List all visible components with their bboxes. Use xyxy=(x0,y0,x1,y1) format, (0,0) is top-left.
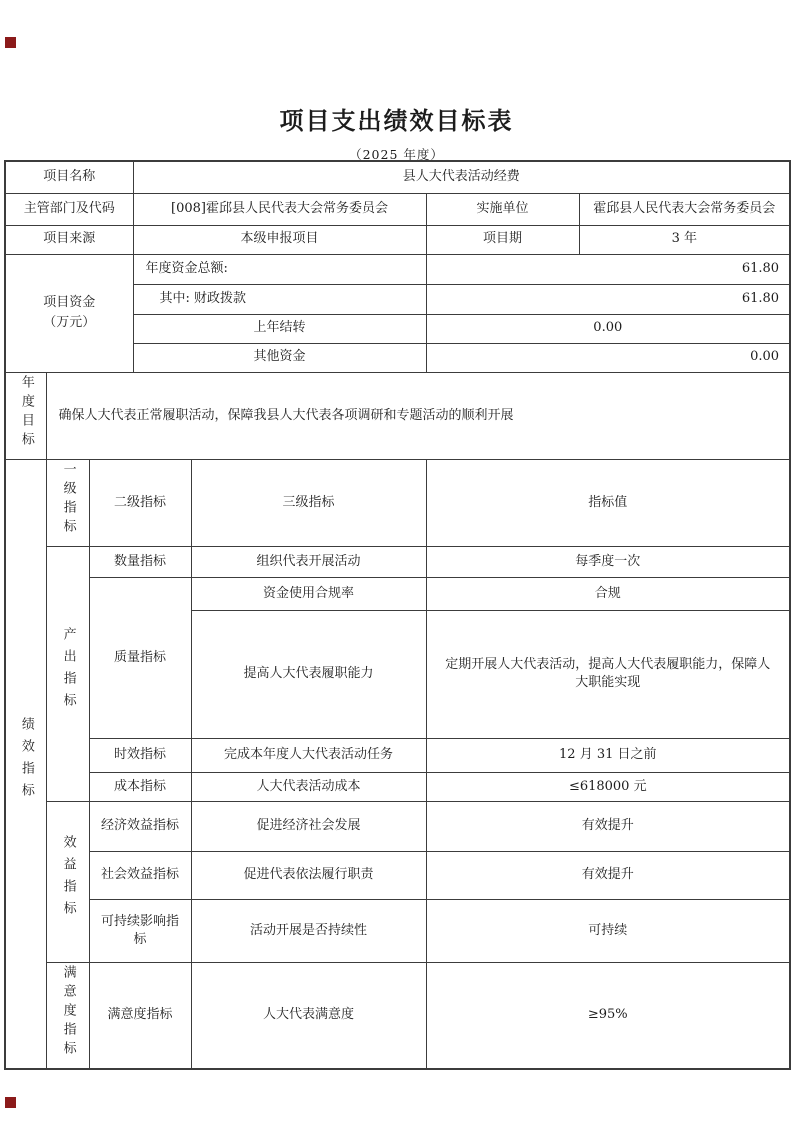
table-row xyxy=(5,851,790,899)
cell-project-name-value: 县人大代表活动经费 xyxy=(133,161,790,193)
table-row xyxy=(5,372,790,459)
cell-economic-l2: 经济效益指标 xyxy=(89,801,191,851)
cell-annual-goal-label xyxy=(5,372,46,459)
cell-dept-label: 主管部门及代码 xyxy=(5,193,133,225)
cell-timeliness-l2: 时效指标 xyxy=(89,738,191,772)
cell-annual-goal-content: 确保人大代表正常履职活动，保障我县人大代表各项调研和专题活动的顺利开展 xyxy=(46,372,790,459)
cell-social-value: 有效提升 xyxy=(426,851,790,899)
cell-group-benefit xyxy=(46,801,89,962)
cell-header-value: 指标值 xyxy=(426,459,790,546)
cell-quantity-value: 每季度一次 xyxy=(426,546,790,577)
cell-period-label: 项目期 xyxy=(426,225,579,254)
cell-social-l3: 促进代表依法履行职责 xyxy=(191,851,426,899)
cell-header-level3: 三级指标 xyxy=(191,459,426,546)
cell-funds-total-label: 年度资金总额: xyxy=(133,254,426,284)
cell-capability-l3: 提高人大代表履职能力 xyxy=(191,610,426,738)
funds-label-line1: 项目资金 xyxy=(43,294,96,310)
cell-satisfaction-value: ≥95% xyxy=(426,962,790,1069)
red-square-marker-top xyxy=(5,37,16,48)
cell-quantity-l3: 组织代表开展活动 xyxy=(191,546,426,577)
table-row xyxy=(5,899,790,962)
cell-funds-other-label: 其他资金 xyxy=(133,343,426,372)
cell-group-output xyxy=(46,546,89,801)
table-row xyxy=(5,161,790,193)
group-output-text: 产出指标 xyxy=(60,626,76,715)
cell-header-level2: 二级指标 xyxy=(89,459,191,546)
table-row xyxy=(5,577,790,610)
cell-timeliness-l3: 完成本年度人大代表活动任务 xyxy=(191,738,426,772)
cell-source-label: 项目来源 xyxy=(5,225,133,254)
group-satisfaction-text: 满意度指标 xyxy=(60,964,76,1060)
group-benefit-text: 效益指标 xyxy=(60,834,76,923)
cell-economic-value: 有效提升 xyxy=(426,801,790,851)
cell-source-value: 本级申报项目 xyxy=(133,225,426,254)
cell-satisfaction-l3: 人大代表满意度 xyxy=(191,962,426,1069)
page-subtitle: （2025 年度） xyxy=(349,147,444,162)
cell-compliance-l3: 资金使用合规率 xyxy=(191,577,426,610)
cell-cost-value: ≤618000 元 xyxy=(426,772,790,801)
cell-social-l2: 社会效益指标 xyxy=(89,851,191,899)
cell-funds-carryover-value: 0.00 xyxy=(426,314,790,343)
red-square-marker-bottom xyxy=(5,1097,16,1108)
cell-cost-l2: 成本指标 xyxy=(89,772,191,801)
cell-project-name-label: 项目名称 xyxy=(5,161,133,193)
cell-timeliness-value: 12 月 31 日之前 xyxy=(426,738,790,772)
table-row xyxy=(5,459,790,546)
cell-satisfaction-l2: 满意度指标 xyxy=(89,962,191,1069)
cell-economic-l3: 促进经济社会发展 xyxy=(191,801,426,851)
cell-header-level1 xyxy=(46,459,89,546)
cell-funds-other-value: 0.00 xyxy=(426,343,790,372)
cell-quality-l2: 质量指标 xyxy=(89,577,191,738)
cell-funds-total-value: 61.80 xyxy=(426,254,790,284)
cell-group-satisfaction xyxy=(46,962,89,1069)
cell-funds-label xyxy=(5,254,133,372)
indicators-section-label-text: 绩效指标 xyxy=(18,716,34,805)
cell-impl-unit-label: 实施单位 xyxy=(426,193,579,225)
table-row xyxy=(5,738,790,772)
table-row xyxy=(5,962,790,1069)
funds-label-line2: （万元） xyxy=(43,315,96,330)
cell-compliance-value: 合规 xyxy=(426,577,790,610)
table-row xyxy=(5,546,790,577)
cell-sustain-l3: 活动开展是否持续性 xyxy=(191,899,426,962)
table-row xyxy=(5,254,790,284)
cell-funds-fiscal-value: 61.80 xyxy=(426,284,790,314)
table-row xyxy=(5,193,790,225)
cell-funds-fiscal-label: 其中: 财政拨款 xyxy=(133,284,426,314)
cell-period-value: 3 年 xyxy=(579,225,790,254)
page-title: 项目支出绩效目标表 xyxy=(279,106,514,135)
annual-goal-label-text: 年度目标 xyxy=(18,374,34,451)
table-row xyxy=(5,225,790,254)
cell-quantity-l2: 数量指标 xyxy=(89,546,191,577)
cell-sustain-l2: 可持续影响指标 xyxy=(89,899,191,962)
cell-cost-l3: 人大代表活动成本 xyxy=(191,772,426,801)
cell-sustain-value: 可持续 xyxy=(426,899,790,962)
cell-impl-unit-value: 霍邱县人民代表大会常务委员会 xyxy=(579,193,790,225)
cell-indicators-section-label xyxy=(5,459,46,1069)
performance-target-table xyxy=(4,160,791,1070)
table-row xyxy=(5,772,790,801)
cell-funds-carryover-label: 上年结转 xyxy=(133,314,426,343)
table-row xyxy=(5,801,790,851)
cell-dept-value: [008]霍邱县人民代表大会常务委员会 xyxy=(133,193,426,225)
cell-capability-value: 定期开展人大代表活动，提高人大代表履职能力，保障人大职能实现 xyxy=(426,610,790,738)
header-level1-text: 一级指标 xyxy=(60,461,76,538)
